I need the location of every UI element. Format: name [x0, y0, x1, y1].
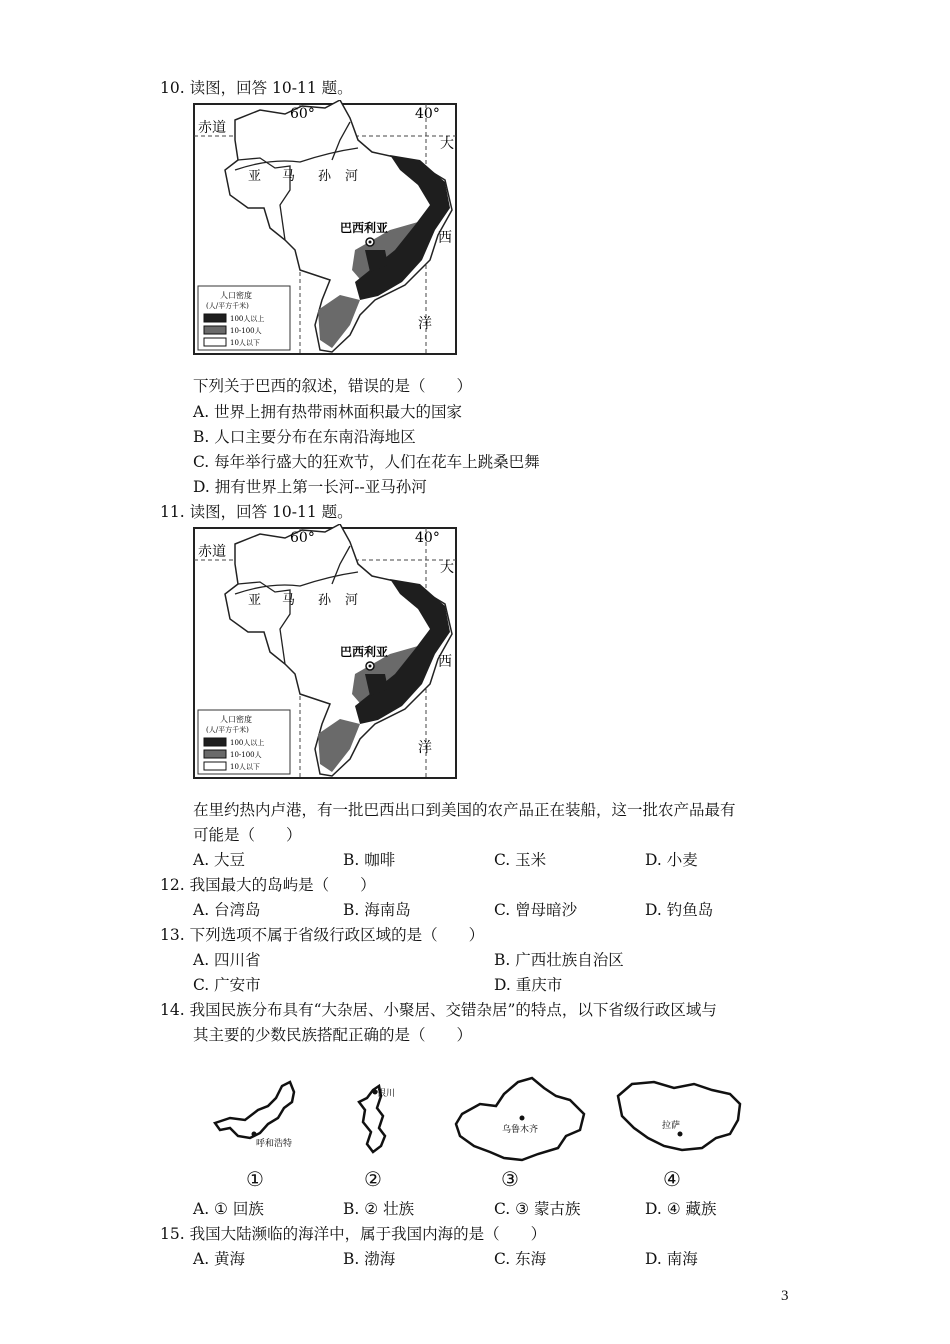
- q11-question-line1: 在里约热内卢港，有一批巴西出口到美国的农产品正在装船，这一批农产品最有: [193, 801, 736, 819]
- page-number: 3: [781, 1288, 789, 1304]
- river-label-2: 马: [282, 593, 296, 608]
- lon-40-label: 40°: [415, 106, 440, 122]
- q15-option-c[interactable]: C. 东海: [494, 1250, 547, 1268]
- q10-option-a[interactable]: A. 世界上拥有热带雨林面积最大的国家: [193, 403, 463, 421]
- province-city-4: 拉萨: [662, 1121, 681, 1131]
- brazil-population-map-1: [190, 100, 460, 358]
- ocean-label-3: 洋: [418, 316, 432, 332]
- legend-item-2: 10-100人: [230, 751, 262, 759]
- q13-option-a[interactable]: A. 四川省: [193, 951, 261, 969]
- lon-60-label: 60°: [290, 106, 315, 122]
- q11-question-line2: 可能是（ ）: [193, 826, 302, 844]
- legend-unit: (人/平方千米): [206, 726, 249, 734]
- q14-option-b[interactable]: B. ② 壮族: [343, 1200, 415, 1218]
- river-label-3: 孙: [318, 593, 332, 608]
- q14-stem-line2: 其主要的少数民族搭配正确的是（ ）: [193, 1026, 473, 1044]
- q14-option-a[interactable]: A. ① 回族: [193, 1200, 264, 1218]
- q12-stem: 12. 我国最大的岛屿是（ ）: [160, 876, 376, 894]
- q10-option-d[interactable]: D. 拥有世界上第一长河--亚马孙河: [193, 478, 427, 496]
- q10-option-b[interactable]: B. 人口主要分布在东南沿海地区: [193, 428, 416, 446]
- q10-option-c[interactable]: C. 每年举行盛大的狂欢节，人们在花车上跳桑巴舞: [193, 453, 540, 471]
- legend-item-2: 10-100人: [230, 327, 262, 335]
- river-label-1: 亚: [248, 169, 262, 184]
- brazil-population-map-2: [190, 524, 460, 782]
- legend-unit: (人/平方千米): [206, 302, 249, 310]
- province-map-4: [612, 1076, 747, 1166]
- river-label-2: 马: [282, 169, 296, 184]
- river-label-1: 亚: [248, 593, 262, 608]
- q11-stem: 11. 读图，回答 10-11 题。: [160, 503, 353, 521]
- q15-option-d[interactable]: D. 南海: [645, 1250, 698, 1268]
- q13-option-b[interactable]: B. 广西壮族自治区: [494, 951, 624, 969]
- capital-label: 巴西利亚: [340, 221, 389, 235]
- q12-option-c[interactable]: C. 曾母暗沙: [494, 901, 578, 919]
- q12-option-a[interactable]: A. 台湾岛: [193, 901, 261, 919]
- province-map-3: [452, 1074, 592, 1169]
- q14-option-d[interactable]: D. ④ 藏族: [645, 1200, 717, 1218]
- province-number-4: ④: [663, 1167, 681, 1191]
- province-number-2: ②: [364, 1167, 382, 1191]
- lon-60-label: 60°: [290, 530, 315, 546]
- q12-option-b[interactable]: B. 海南岛: [343, 901, 411, 919]
- q14-stem-line1: 14. 我国民族分布具有“大杂居、小聚居、交错杂居”的特点，以下省级行政区域与: [160, 1001, 717, 1019]
- q14-option-c[interactable]: C. ③ 蒙古族: [494, 1200, 581, 1218]
- q11-option-a[interactable]: A. 大豆: [193, 851, 246, 869]
- province-city-2: 银川: [377, 1089, 396, 1099]
- river-label-4: 河: [345, 169, 359, 184]
- q15-option-a[interactable]: A. 黄海: [193, 1250, 246, 1268]
- legend-item-3: 10人以下: [230, 339, 260, 347]
- q10-question: 下列关于巴西的叙述，错误的是（ ）: [193, 377, 473, 395]
- ocean-label-3: 洋: [418, 740, 432, 756]
- q11-option-c[interactable]: C. 玉米: [494, 851, 547, 869]
- q12-option-d[interactable]: D. 钓鱼岛: [645, 901, 714, 919]
- province-number-3: ③: [501, 1167, 519, 1191]
- province-city-1: 呼和浩特: [256, 1139, 293, 1148]
- q15-stem: 15. 我国大陆濒临的海洋中，属于我国内海的是（ ）: [160, 1225, 547, 1243]
- ocean-label-2: 西: [438, 654, 452, 670]
- legend-item-1: 100人以上: [230, 739, 265, 747]
- province-city-3: 乌鲁木齐: [502, 1125, 539, 1135]
- legend-title: 人口密度: [220, 715, 252, 724]
- q10-stem: 10. 读图，回答 10-11 题。: [160, 79, 353, 97]
- legend-item-3: 10人以下: [230, 763, 260, 771]
- ocean-label-2: 西: [438, 230, 452, 246]
- lon-40-label: 40°: [415, 530, 440, 546]
- q11-option-b[interactable]: B. 咖啡: [343, 851, 396, 869]
- equator-label: 赤道: [198, 544, 226, 560]
- river-label-3: 孙: [318, 169, 332, 184]
- q11-option-d[interactable]: D. 小麦: [645, 851, 698, 869]
- river-label-4: 河: [345, 593, 359, 608]
- province-map-2: [355, 1082, 405, 1162]
- capital-label: 巴西利亚: [340, 645, 389, 659]
- q13-stem: 13. 下列选项不属于省级行政区域的是（ ）: [160, 926, 485, 944]
- equator-label: 赤道: [198, 120, 226, 136]
- legend-title: 人口密度: [220, 291, 252, 300]
- ocean-label-1: 大: [440, 560, 454, 576]
- province-map-1: [210, 1078, 320, 1148]
- ocean-label-1: 大: [440, 136, 454, 152]
- legend-item-1: 100人以上: [230, 315, 265, 323]
- q13-option-c[interactable]: C. 广安市: [193, 976, 261, 994]
- q13-option-d[interactable]: D. 重庆市: [494, 976, 563, 994]
- q15-option-b[interactable]: B. 渤海: [343, 1250, 396, 1268]
- province-number-1: ①: [246, 1167, 264, 1191]
